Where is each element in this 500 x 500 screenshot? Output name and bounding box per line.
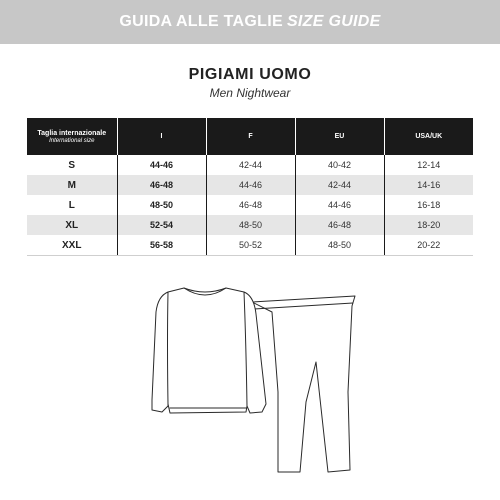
- size-label: L: [27, 195, 117, 215]
- size-value-f: 50-52: [206, 235, 295, 256]
- pants-shape: [252, 296, 355, 472]
- shirt-left-sleeve-seam: [168, 292, 169, 404]
- size-table: [27, 118, 473, 256]
- size-value-eu: 48-50: [295, 235, 384, 256]
- size-value-i: 44-46: [117, 155, 206, 175]
- table-row: [27, 215, 473, 235]
- size-value-eu: 44-46: [295, 195, 384, 215]
- banner-title: [119, 13, 380, 31]
- size-value-f: 42-44: [206, 155, 295, 175]
- banner-title-italic: SIZE GUIDE: [286, 13, 381, 30]
- header-banner: [0, 0, 500, 44]
- table-header-row: [27, 118, 473, 155]
- size-label: XXL: [27, 235, 117, 256]
- size-value-usa-uk: 12-14: [417, 160, 441, 170]
- size-value-usa-uk: 16-18: [417, 200, 441, 210]
- header-col-i: I: [117, 118, 206, 155]
- table-row: [27, 235, 473, 256]
- page-title: PIGIAMI UOMO: [188, 66, 312, 83]
- size-label: XL: [27, 215, 117, 235]
- size-value-i: 48-50: [117, 195, 206, 215]
- banner-title-regular: GUIDA ALLE TAGLIE: [119, 13, 283, 30]
- size-label: S: [27, 155, 117, 175]
- size-value-f: 46-48: [206, 195, 295, 215]
- header-international-size-sub: International size: [49, 137, 95, 144]
- size-value-eu: 42-44: [295, 175, 384, 195]
- table-row: [27, 195, 473, 215]
- table-row: [27, 155, 473, 175]
- size-value-usa-uk: 20-22: [384, 235, 473, 256]
- page-subtitle: Men Nightwear: [209, 86, 291, 100]
- header-col-usa-uk: USA/UK: [384, 118, 473, 155]
- size-value-eu: 46-48: [295, 215, 384, 235]
- size-value-i: 52-54: [117, 215, 206, 235]
- size-value-usa-uk: 14-16: [384, 175, 473, 195]
- size-value-i: 56-58: [117, 235, 206, 256]
- size-label: M: [27, 175, 117, 195]
- table-row: [27, 175, 473, 195]
- size-value-i: 46-48: [117, 175, 206, 195]
- size-value-f: 44-46: [206, 175, 295, 195]
- header-col-eu: EU: [295, 118, 384, 155]
- size-value-usa-uk: 18-20: [384, 215, 473, 235]
- header-international-size-label: Taglia internazionale: [37, 129, 107, 137]
- pajama-set-icon: [150, 282, 370, 482]
- header-col-f: F: [206, 118, 295, 155]
- size-value-f: 48-50: [206, 215, 295, 235]
- size-value-eu: 40-42: [295, 155, 384, 175]
- shirt-shape: [152, 288, 266, 413]
- header-international-size: [27, 118, 117, 155]
